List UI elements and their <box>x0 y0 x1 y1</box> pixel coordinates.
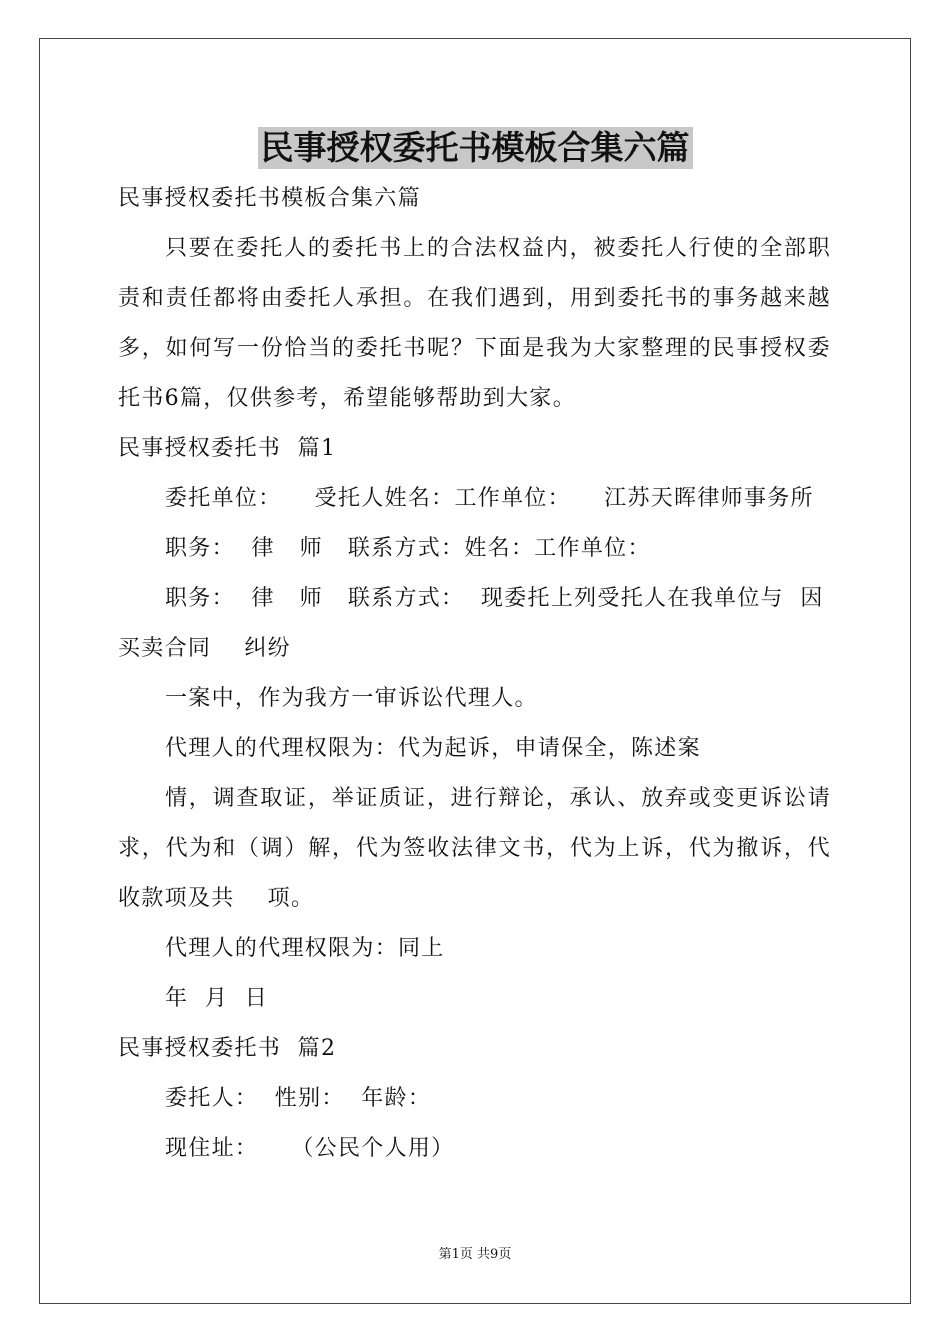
paragraph-line: 责和责任都将由委托人承担。在我们遇到，用到委托书的事务越来越 <box>118 286 831 311</box>
page-footer: 第1页 共9页 <box>438 1247 512 1262</box>
paragraph-line: 买卖合同 纠纷 <box>118 636 291 661</box>
section-heading: 民事授权委托书 篇2 <box>118 1036 337 1061</box>
subtitle-line: 民事授权委托书模板合集六篇 <box>118 186 421 211</box>
document-title: 民事授权委托书模板合集六篇 <box>258 127 693 169</box>
page-border <box>39 38 911 1304</box>
paragraph-line: 托书6篇，仅供参考，希望能够帮助到大家。 <box>118 386 576 411</box>
paragraph-line: 职务： 律 师 联系方式：姓名：工作单位： <box>165 536 651 561</box>
title-container <box>0 127 950 169</box>
paragraph-line: 代理人的代理权限为：代为起诉，申请保全，陈述案 <box>165 736 701 761</box>
paragraph-line: 只要在委托人的委托书上的合法权益内，被委托人行使的全部职 <box>165 236 831 261</box>
paragraph-line: 一案中，作为我方一审诉讼代理人。 <box>165 686 538 711</box>
paragraph-line: 收款项及共 项。 <box>118 886 315 911</box>
paragraph-line: 代理人的代理权限为：同上 <box>165 936 445 961</box>
paragraph-line: 现住址： （公民个人用） <box>165 1136 455 1161</box>
paragraph-line: 年 月 日 <box>165 986 269 1011</box>
paragraph-line: 情，调查取证，举证质证，进行辩论，承认、放弃或变更诉讼请 <box>165 786 831 811</box>
paragraph-line: 委托单位： 受托人姓名：工作单位： 江苏天晖律师事务所 <box>165 486 814 511</box>
paragraph-line: 多，如何写一份恰当的委托书呢？下面是我为大家整理的民事授权委 <box>118 336 831 361</box>
section-heading: 民事授权委托书 篇1 <box>118 436 337 461</box>
paragraph-line: 求，代为和（调）解，代为签收法律文书，代为上诉，代为撤诉，代 <box>118 836 831 861</box>
paragraph-line: 委托人： 性别： 年龄： <box>165 1086 432 1111</box>
paragraph-line: 职务： 律 师 联系方式： 现委托上列受托人在我单位与 因 <box>165 586 824 611</box>
